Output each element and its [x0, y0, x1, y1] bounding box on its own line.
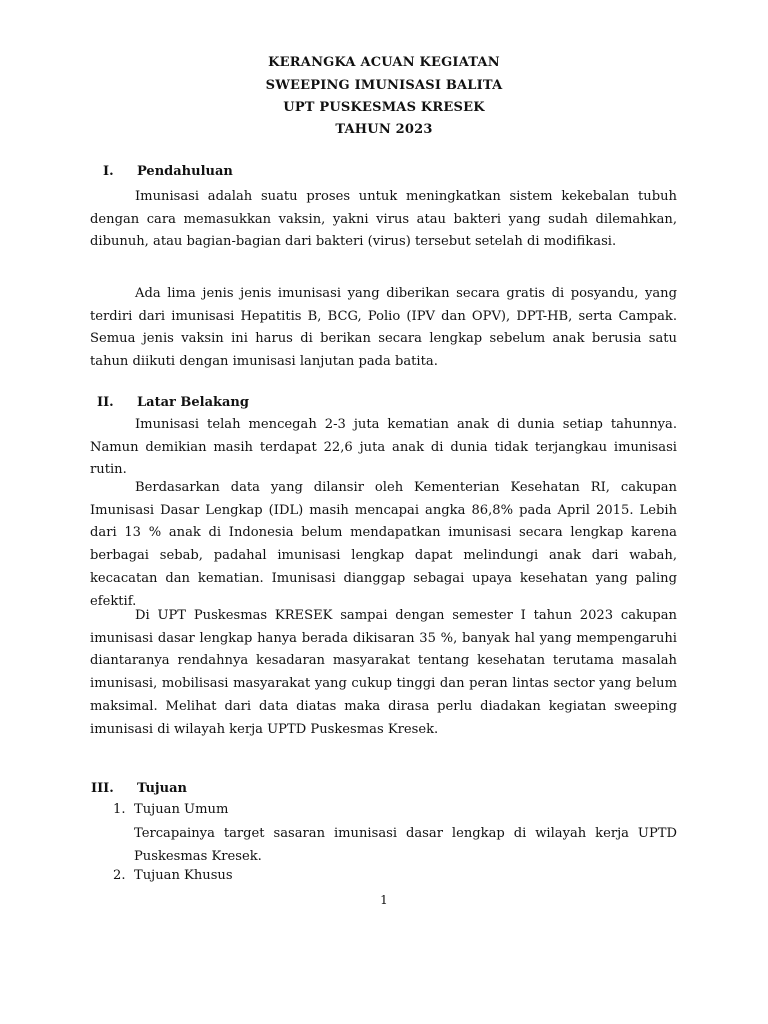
section-3-number: III.: [91, 781, 114, 796]
list-item-1-text: Tercapainya target sasaran imunisasi dasar lengkap di wilayah kerja UPTD Puskesmas Kresek.: [134, 826, 677, 864]
list-item-2-number: 2.: [113, 868, 126, 883]
section-1-heading: Pendahuluan: [137, 164, 233, 179]
page-number: 1: [380, 893, 388, 907]
list-item-2-label: Tujuan Khusus: [134, 868, 233, 883]
list-item-1-label: Tujuan Umum: [134, 802, 229, 817]
section-2-heading: Latar Belakang: [137, 395, 249, 410]
section-2-paragraph-2: Berdasarkan data yang dilansir oleh Kementerian Kesehatan RI, cakupan Imunisasi Dasar Lengkap (IDL) masih mencapai angka 86,8% pada April 2015. Lebih dari 13 % anak di Indonesia belum mendapatkan imunisasi secara lengkap karena berbagai sebab, padahal imunisasi lengkap dapat melindungi anak dari wabah, kecacatan dan kematian. Imunisasi dianggap sebagai upaya kesehatan yang paling efektif.: [90, 480, 677, 609]
section-1-paragraph-2: Ada lima jenis jenis imunisasi yang diberikan secara gratis di posyandu, yang terdiri dari imunisasi Hepatitis B, BCG, Polio (IPV dan OPV), DPT-HB, serta Campak. Semua jenis vaksin ini harus di berikan secara lengkap sebelum anak berusia satu tahun diikuti dengan imunisasi lanjutan pada batita.: [90, 286, 677, 370]
section-3-heading: Tujuan: [137, 781, 187, 796]
section-2-paragraph-1: Imunisasi telah mencegah 2-3 juta kematian anak di dunia setiap tahunnya. Namun demikian masih terdapat 22,6 juta anak di dunia tidak terjangkau imunisasi rutin.: [90, 417, 677, 478]
section-2-paragraph-3: Di UPT Puskesmas KRESEK sampai dengan semester I tahun 2023 cakupan imunisasi dasar lengkap hanya berada dikisaran 35 %, banyak hal yang mempengaruhi diantaranya rendahnya kesadaran masyarakat tentang kesehatan terutama masalah imunisasi, mobilisasi masyarakat yang cukup tinggi dan peran lintas sector yang belum maksimal. Melihat dari data diatas maka dirasa perlu diadakan kegiatan sweeping imunisasi di wilayah kerja UPTD Puskesmas Kresek.: [90, 608, 677, 737]
section-1-number: I.: [103, 164, 114, 179]
list-item-1-number: 1.: [113, 802, 126, 817]
section-1-paragraph-1: Imunisasi adalah suatu proses untuk meningkatkan sistem kekebalan tubuh dengan cara memasukkan vaksin, yakni virus atau bakteri yang sudah dilemahkan, dibunuh, atau bagian-bagian dari bakteri (virus) tersebut setelah di modifikasi.: [90, 189, 677, 250]
doc-title-line-3: UPT PUSKESMAS KRESEK: [283, 100, 485, 115]
doc-title-line-2: SWEEPING IMUNISASI BALITA: [265, 78, 503, 93]
doc-title-line-1: KERANGKA ACUAN KEGIATAN: [268, 55, 500, 70]
doc-title-line-4: TAHUN 2023: [335, 122, 433, 137]
section-2-number: II.: [97, 395, 114, 410]
